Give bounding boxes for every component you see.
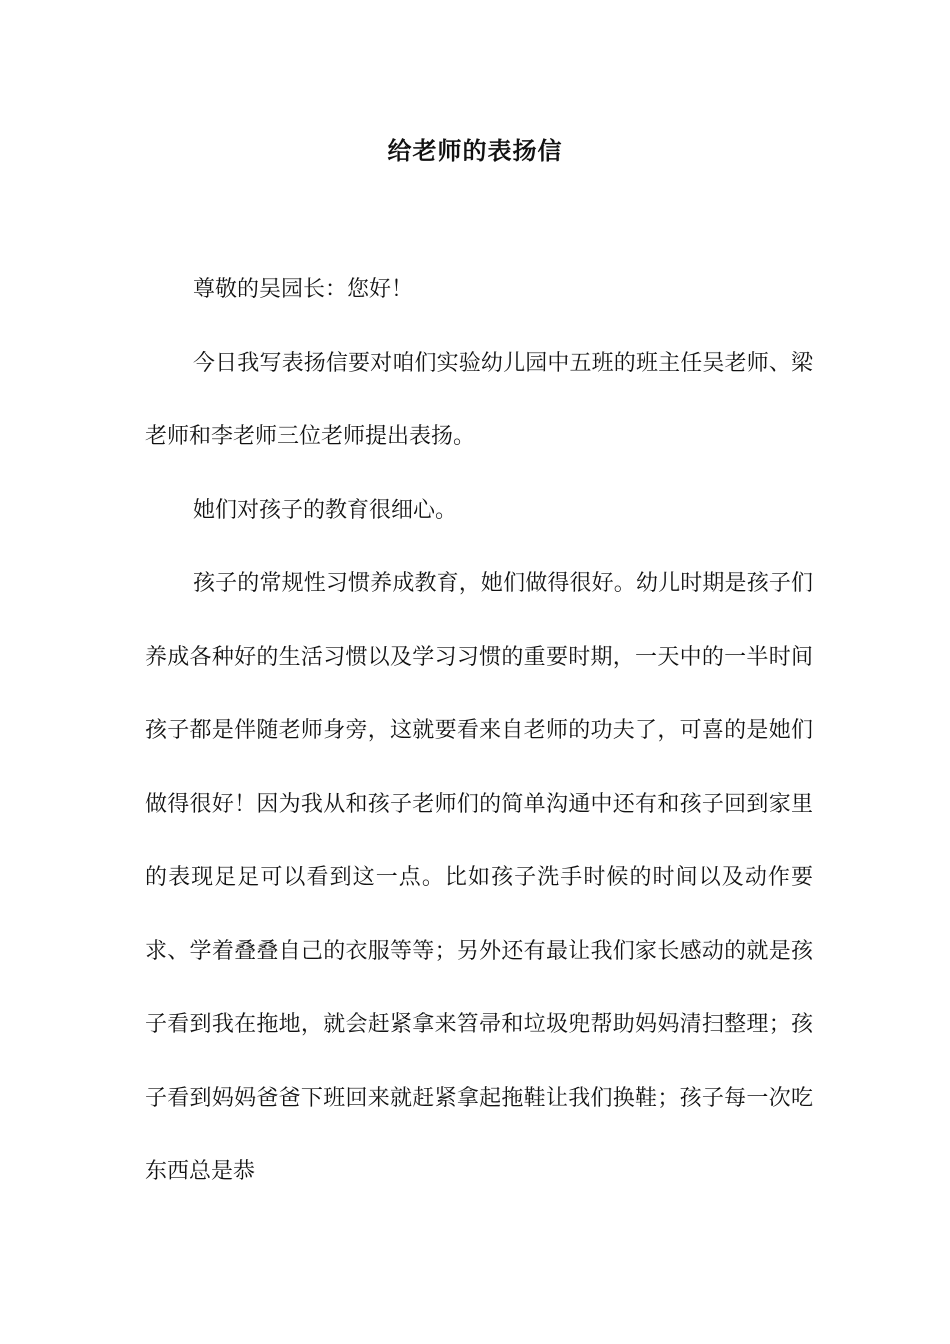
paragraph-intro: 今日我写表扬信要对咱们实验幼儿园中五班的班主任吴老师、梁老师和李老师三位老师提出表扬。 [145, 350, 813, 449]
document-title: 给老师的表扬信 [387, 136, 563, 165]
paragraph-habits: 孩子的常规性习惯养成教育，她们做得很好。幼儿时期是孩子们养成各种好的生活习惯以及学习习惯的重要时期，一天中的一半时间孩子都是伴随老师身旁，这就要看来自老师的功夫了，可喜的是她们做得很好！因为我从和孩子老师们的简单沟通中还有和孩子回到家里的表现足足可以看到这一点。比如孩子洗手时候的时间以及动作要求、学着叠叠自己的衣服等等；另外还有最让我们家长感动的就是孩子看到我在拖地，就会赶紧拿来笤帚和垃圾兜帮助妈妈清扫整理；孩子看到妈妈爸爸下班回来就赶紧拿起拖鞋让我们换鞋；孩子每一次吃东西总是恭 [145, 571, 813, 1184]
paragraph-summary: 她们对孩子的教育很细心。 [193, 497, 458, 523]
paragraph-greeting: 尊敬的吴园长：您好！ [193, 277, 414, 302]
document-body [145, 253, 813, 1209]
